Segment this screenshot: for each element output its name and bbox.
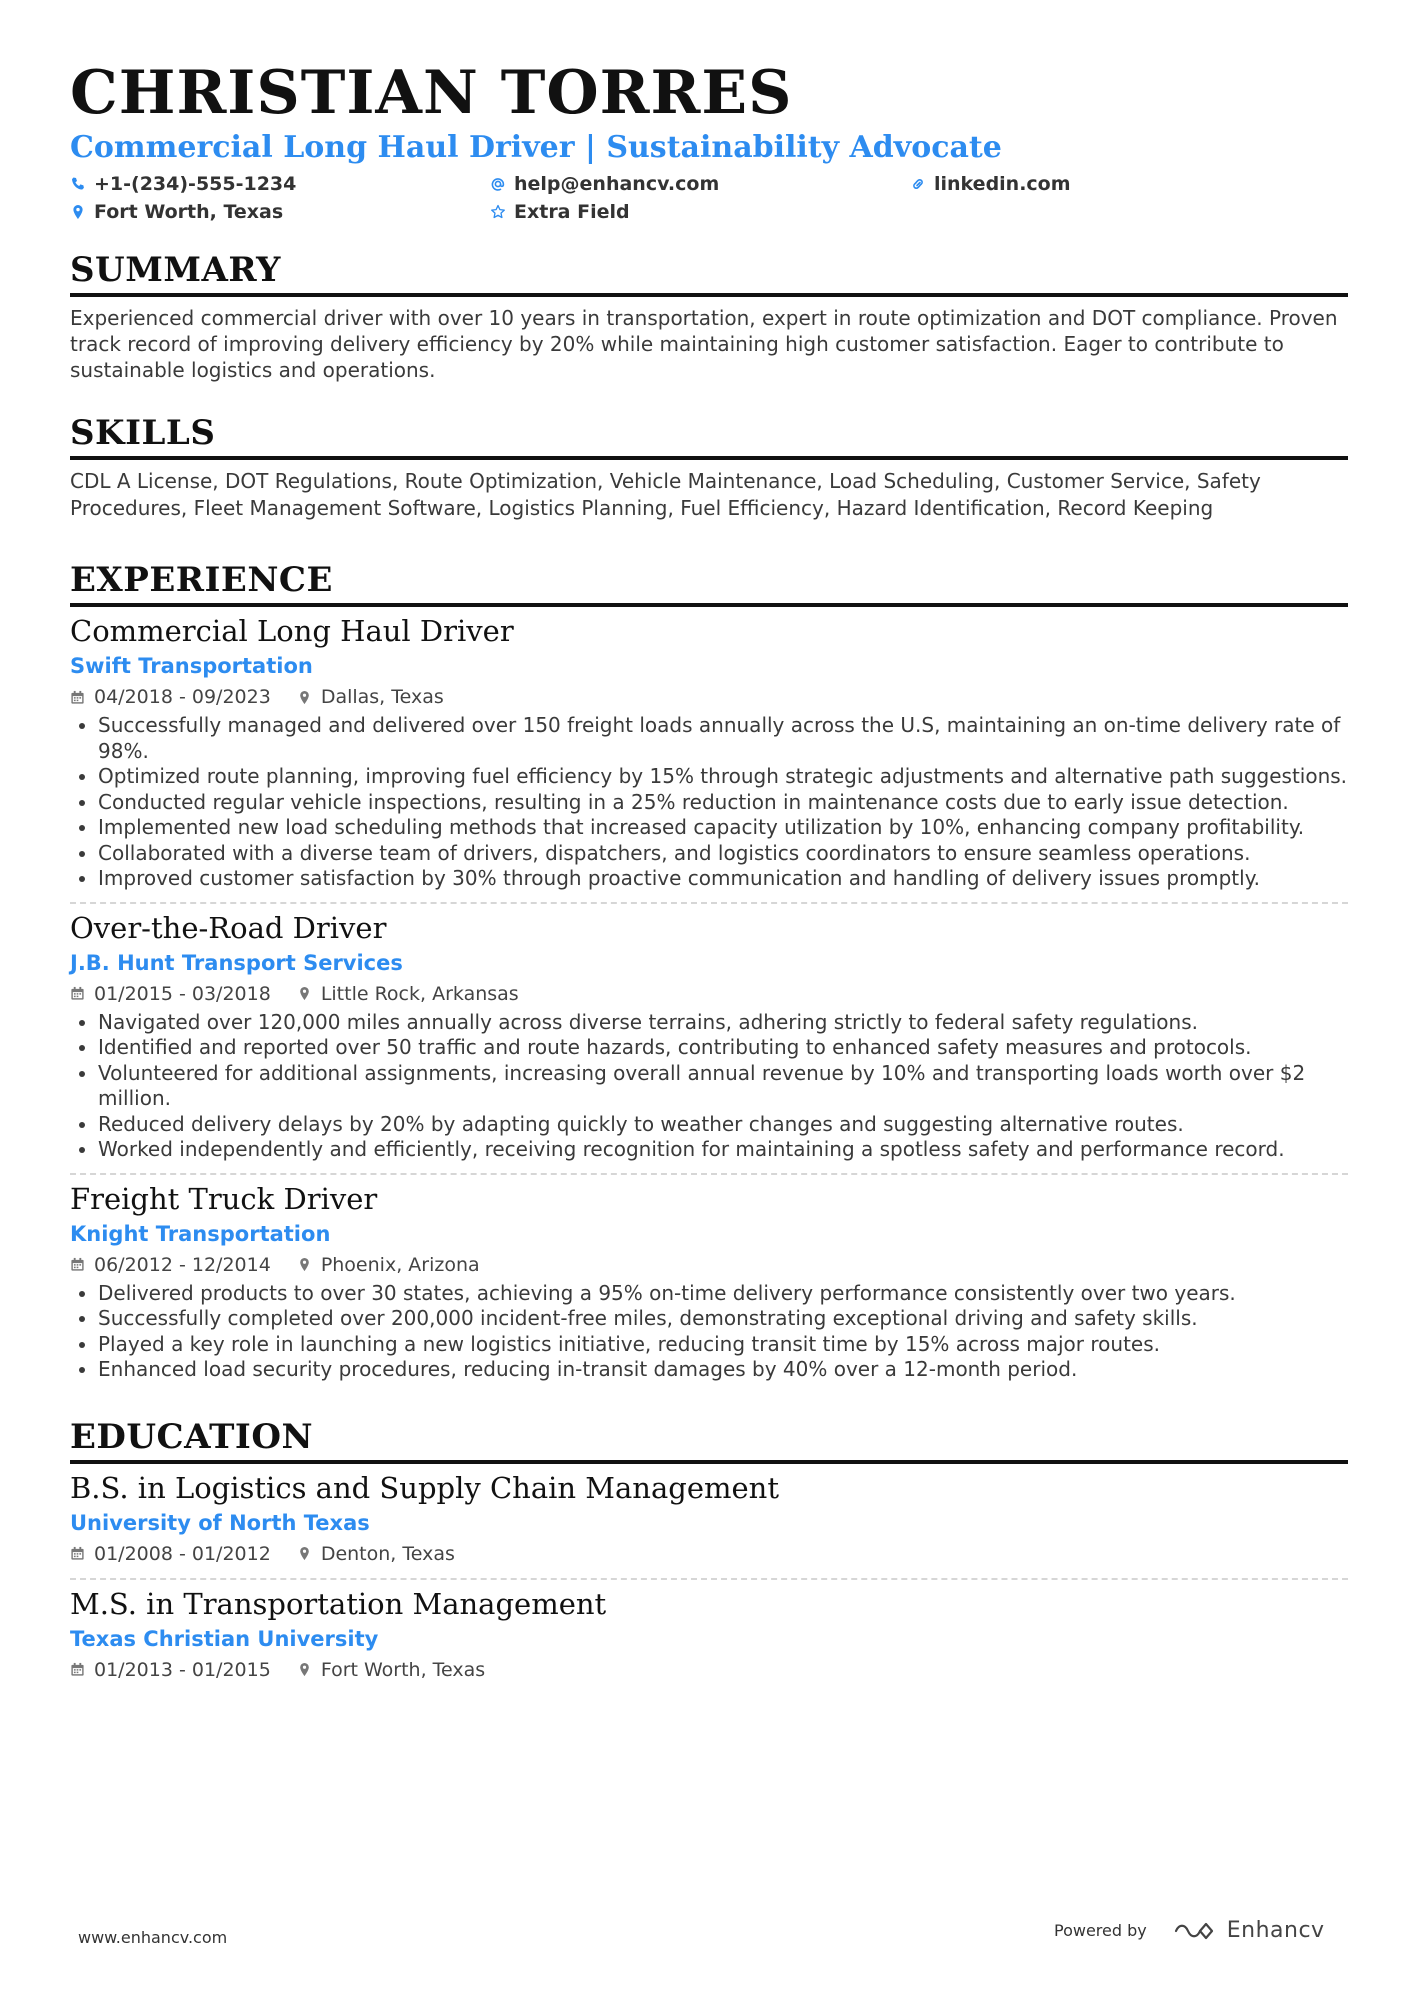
location-pin-icon — [297, 1662, 312, 1677]
job-bullets — [70, 713, 1348, 892]
footer-website[interactable]: www.enhancv.com — [78, 1928, 228, 1947]
bullet-item: • Conducted regular vehicle inspections, resulting in a 25% reduction in maintenance costs due to early issue detection. — [98, 790, 1348, 816]
enhancv-logo-icon — [1173, 1920, 1217, 1942]
company-name: Knight Transportation — [70, 1221, 331, 1246]
bullet-item: • Reduced delivery delays by 20% by adapting quickly to weather changes and suggesting alternative routes. — [98, 1112, 1348, 1138]
contact-website[interactable] — [910, 172, 1330, 196]
job-location — [297, 683, 444, 711]
job-dates: 04/2018 - 09/2023 — [94, 686, 271, 708]
job-location-text: Phoenix, Arizona — [320, 1253, 480, 1276]
education-location — [297, 1656, 485, 1684]
skills-heading: SKILLS — [70, 413, 1348, 460]
candidate-name: CHRISTIAN TORRES — [70, 58, 793, 128]
education-meta — [70, 1540, 1348, 1568]
job-meta — [70, 980, 1348, 1008]
bullet-item: • Collaborated with a diverse team of drivers, dispatchers, and logistics coordinators to ensure seamless operations. — [98, 841, 1348, 867]
bullet-item: • Delivered products to over 30 states, achieving a 95% on-time delivery performance consistently over two years. — [98, 1281, 1348, 1307]
education-entry — [70, 1470, 1348, 1580]
experience-entry — [70, 613, 1348, 904]
job-meta — [70, 1251, 1348, 1279]
at-icon — [490, 176, 506, 192]
entry-divider — [70, 1578, 1348, 1580]
experience-entry — [70, 1181, 1348, 1383]
education-dates: 01/2013 - 01/2015 — [94, 1658, 271, 1681]
phone-icon — [70, 176, 86, 192]
bullet-item: • Navigated over 120,000 miles annually across diverse terrains, adhering strictly to federal safety regulations. — [98, 1010, 1348, 1036]
company-name: J.B. Hunt Transport Services — [70, 950, 403, 975]
candidate-title: Commercial Long Haul Driver | Sustainability Advocate — [70, 130, 1002, 165]
entry-divider — [70, 902, 1348, 904]
skills-section — [70, 413, 1348, 522]
bullet-item: • Volunteered for additional assignments, increasing overall annual revenue by 10% and transporting loads worth over $2 million. — [98, 1061, 1348, 1112]
bullet-item: • Improved customer satisfaction by 30% through proactive communication and handling of delivery issues promptly. — [98, 866, 1348, 892]
contact-location — [70, 200, 490, 224]
bullet-item: • Enhanced load security procedures, reducing in-transit damages by 40% over a 12-month period. — [98, 1357, 1348, 1383]
location-pin-icon — [297, 986, 312, 1001]
calendar-icon — [70, 1257, 85, 1272]
school-name: University of North Texas — [70, 1510, 370, 1535]
bullet-item: • Played a key role in launching a new logistics initiative, reducing transit time by 15% across major routes. — [98, 1332, 1348, 1358]
extra-text: Extra Field — [514, 201, 630, 223]
education-location-text: Denton, Texas — [320, 1542, 455, 1565]
star-icon — [490, 204, 506, 220]
job-title: Freight Truck Driver — [70, 1181, 378, 1216]
location-pin-icon — [297, 690, 312, 705]
phone-text: +1-(234)-555-1234 — [94, 173, 297, 195]
summary-heading: SUMMARY — [70, 250, 1348, 297]
experience-entry — [70, 910, 1348, 1175]
summary-section — [70, 250, 1348, 383]
bullet-item: • Successfully managed and delivered over 150 freight loads annually across the U.S, maintaining an on-time delivery rate of 98%. — [98, 713, 1348, 764]
summary-text: Experienced commercial driver with over 10 years in transportation, expert in route optimization and DOT compliance. Proven track record of improving delivery efficiency by 20% while maintaining high customer satisfaction. Eager to contribute to sustainable logistics and operations. — [70, 306, 1338, 382]
education-meta — [70, 1656, 1348, 1684]
education-section — [70, 1417, 1348, 1684]
job-dates: 06/2012 - 12/2014 — [94, 1253, 271, 1276]
job-dates: 01/2015 - 03/2018 — [94, 982, 271, 1005]
job-location-text: Dallas, Texas — [320, 686, 444, 708]
entry-divider — [70, 1173, 1348, 1175]
enhancv-brand: Enhancv — [1226, 1918, 1325, 1943]
job-bullets — [70, 1010, 1348, 1163]
education-location-text: Fort Worth, Texas — [320, 1658, 486, 1681]
contact-phone[interactable] — [70, 172, 490, 196]
school-name: Texas Christian University — [70, 1626, 379, 1651]
bullet-item: • Worked independently and efficiently, receiving recognition for maintaining a spotless safety and performance record. — [98, 1137, 1348, 1163]
job-bullets — [70, 1281, 1348, 1383]
location-text: Fort Worth, Texas — [94, 201, 284, 223]
bullet-item: • Identified and reported over 50 traffic and route hazards, contributing to enhanced safety measures and protocols. — [98, 1035, 1348, 1061]
experience-heading: EXPERIENCE — [70, 560, 1348, 607]
job-location — [297, 1251, 480, 1279]
bullet-item: • Successfully completed over 200,000 incident-free miles, demonstrating exceptional driving and safety skills. — [98, 1306, 1348, 1332]
job-location — [297, 980, 519, 1008]
education-dates: 01/2008 - 01/2012 — [94, 1542, 271, 1565]
website-text: linkedin.com — [934, 173, 1071, 195]
job-title: Over-the-Road Driver — [70, 910, 387, 945]
bullet-item: • Implemented new load scheduling methods that increased capacity utilization by 10%, enhancing company profitability. — [98, 815, 1348, 841]
degree-title: B.S. in Logistics and Supply Chain Management — [70, 1470, 779, 1505]
education-location — [297, 1540, 455, 1568]
bullet-item: • Optimized route planning, improving fuel efficiency by 15% through strategic adjustments and alternative path suggestions. — [98, 764, 1348, 790]
calendar-icon — [70, 986, 85, 1001]
location-pin-icon — [70, 204, 86, 220]
footer-branding — [1054, 1918, 1325, 1943]
location-pin-icon — [297, 1546, 312, 1561]
job-title: Commercial Long Haul Driver — [70, 614, 514, 648]
education-heading: EDUCATION — [70, 1417, 1348, 1464]
contact-extra — [490, 200, 910, 224]
job-meta — [70, 683, 1348, 711]
company-name: Swift Transportation — [70, 654, 313, 678]
email-text: help@enhancv.com — [514, 173, 720, 195]
degree-title: M.S. in Transportation Management — [70, 1586, 607, 1621]
resume-page — [70, 58, 1348, 1685]
powered-by-label: Powered by — [1054, 1921, 1147, 1940]
calendar-icon — [70, 1662, 85, 1677]
experience-section — [70, 560, 1348, 1383]
location-pin-icon — [297, 1257, 312, 1272]
calendar-icon — [70, 1546, 85, 1561]
contact-email[interactable] — [490, 172, 910, 196]
job-location-text: Little Rock, Arkansas — [320, 982, 519, 1005]
skills-text: CDL A License, DOT Regulations, Route Optimization, Vehicle Maintenance, Load Scheduling, Customer Service, Safety Procedures, Fleet Management Software, Logistics Planning, Fuel Efficiency, Hazard Identification, Record Keeping — [70, 469, 1261, 520]
calendar-icon — [70, 690, 85, 705]
education-entry — [70, 1586, 1348, 1684]
contact-info — [70, 172, 1348, 224]
link-icon — [910, 176, 926, 192]
